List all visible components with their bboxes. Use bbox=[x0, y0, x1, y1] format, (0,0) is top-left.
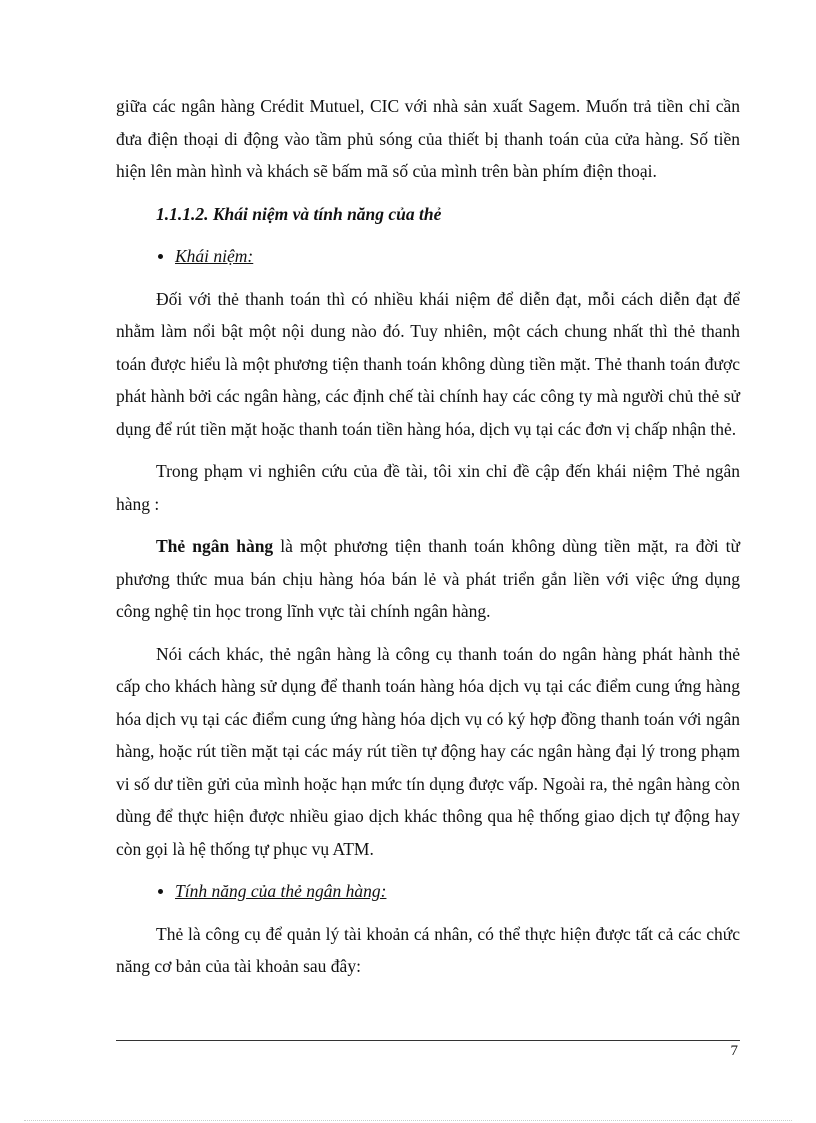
bullet-dot-icon bbox=[158, 889, 163, 894]
bullet-label: Khái niệm: bbox=[175, 246, 254, 266]
page-number: 7 bbox=[730, 1043, 738, 1059]
document-page bbox=[116, 90, 740, 983]
paragraph-definition: Đối với thẻ thanh toán thì có nhiều khái niệm để diễn đạt, mỗi cách diễn đạt để nhằm làm nổi bật một nội dung nào đó. Tuy nhiên, một cách chung nhất thì thẻ thanh toán được hiểu là một phương tiện thanh toán không dùng tiền mặt. Thẻ thanh toán được phát hành bởi các ngân hàng, các định chế tài chính hay các công ty mà người chủ thẻ sử dụng để rút tiền mặt hoặc thanh toán tiền hàng hóa, dịch vụ tại các đơn vị chấp nhận thẻ. bbox=[116, 288, 740, 439]
paragraph-other-words: Nói cách khác, thẻ ngân hàng là công cụ thanh toán do ngân hàng phát hành thẻ cấp cho khách hàng sử dụng để thanh toán hàng hóa dịch vụ tại các điểm cung ứng hàng hóa dịch vụ tại các điểm cung ứng hàng hóa dịch vụ có ký hợp đồng thanh toán với ngân hàng, hoặc rút tiền mặt tại các máy rút tiền tự động hay các ngân hàng đại lý trong phạm vi số dư tiền gửi của mình hoặc hạn mức tín dụng được vấp. Ngoài ra, thẻ ngân hàng còn dùng để thực hiện được nhiều giao dịch khác thông qua hệ thống giao dịch tự động hay còn gọi là hệ thống tự phục vụ ATM. bbox=[116, 643, 740, 859]
bullet-tinh-nang bbox=[158, 875, 740, 908]
bank-card-term: Thẻ ngân hàng bbox=[156, 536, 274, 556]
footer-divider bbox=[116, 1040, 740, 1041]
page-bottom-border bbox=[24, 1120, 792, 1121]
section-heading: 1.1.1.2. Khái niệm và tính năng của thẻ bbox=[156, 203, 442, 224]
bullet-khai-niem bbox=[158, 240, 740, 273]
paragraph-features: Thẻ là công cụ để quản lý tài khoản cá nhân, có thể thực hiện được tất cả các chức năng cơ bản của tài khoản sau đây: bbox=[116, 923, 740, 976]
paragraph-scope: Trong phạm vi nghiên cứu của đề tài, tôi xin chỉ đề cập đến khái niệm Thẻ ngân hàng : bbox=[116, 461, 740, 514]
paragraph-bank-card bbox=[116, 530, 740, 628]
intro-paragraph: giữa các ngân hàng Crédit Mutuel, CIC với nhà sản xuất Sagem. Muốn trả tiền chỉ cần đưa điện thoại di động vào tầm phủ sóng của thiết bị thanh toán của cửa hàng. Số tiền hiện lên màn hình và khách sẽ bấm mã số của mình trên bàn phím điện thoại. bbox=[116, 96, 740, 181]
bullet-dot-icon bbox=[158, 254, 163, 259]
bullet-label: Tính năng của thẻ ngân hàng: bbox=[175, 881, 387, 901]
bank-card-definition: là một phương tiện thanh toán không dùng tiền mặt, ra đời từ phương thức mua bán chịu hàng hóa bán lẻ và phát triển gắn liền với việc ứng dụng công nghệ tin học trong lĩnh vực tài chính ngân hàng. bbox=[116, 536, 740, 621]
